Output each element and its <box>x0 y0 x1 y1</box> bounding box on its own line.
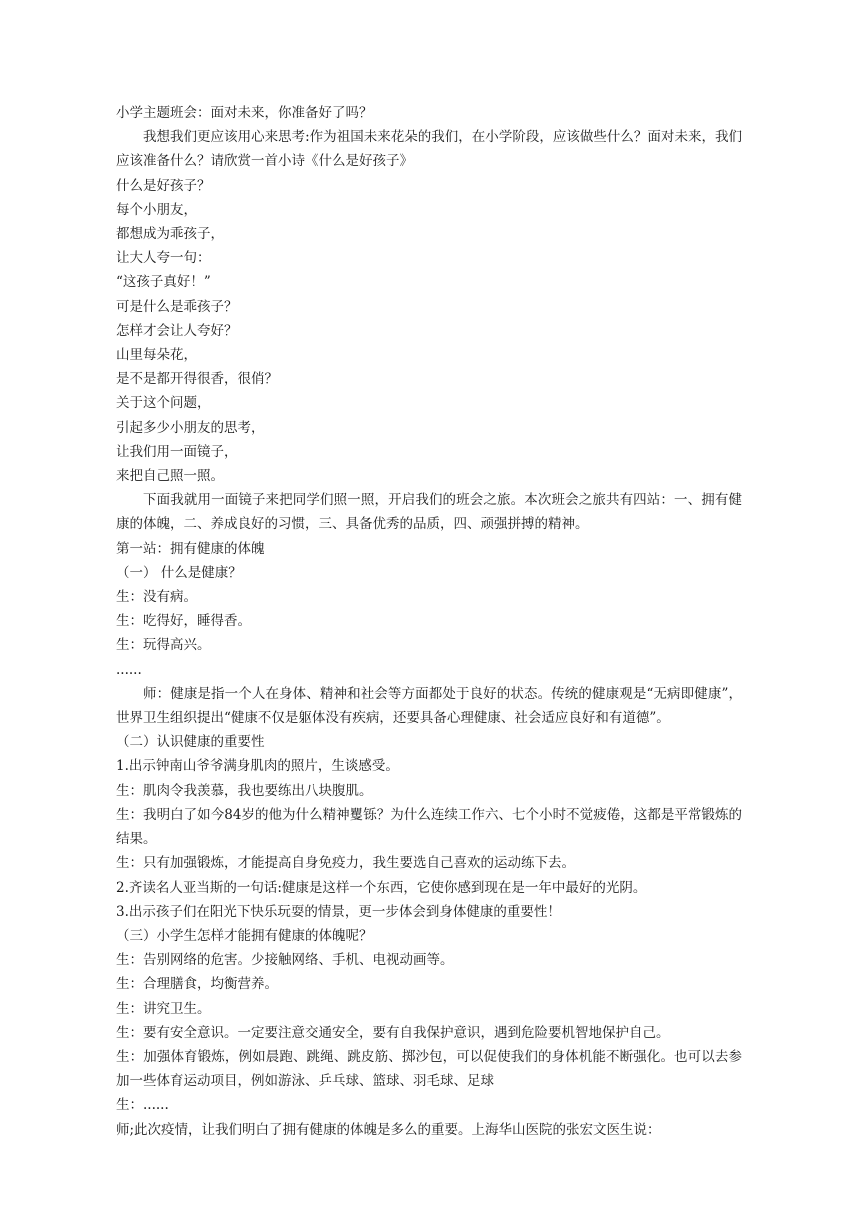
text-line: 山里每朵花， <box>116 347 197 364</box>
text-line: 第一站：拥有健康的体魄 <box>116 540 265 557</box>
text-line: 3.出示孩子们在阳光下快乐玩耍的情景，更一步体会到身体健康的重要性！ <box>116 903 561 920</box>
text-line: 师;此次疫情，让我们明白了拥有健康的体魄是多么的重要。上海华山医院的张宏文医生说： <box>116 1121 661 1138</box>
text-line: 2.齐读名人亚当斯的一句话:健康是这样一个东西，它使你感到现在是一年中最好的光阴。 <box>116 879 647 896</box>
text-line: 每个小朋友， <box>116 201 197 218</box>
document-body <box>116 101 742 1142</box>
text-line: 生：我明白了如今84岁的他为什么精神矍铄？为什么连续工作六、七个小时不觉疲倦，这都是平常锻炼的结果。 <box>116 806 742 848</box>
text-line: 来把自己照一照。 <box>116 468 224 485</box>
text-line: 生：要有安全意识。一定要注意交通安全，要有自我保护意识，遇到危险要机智地保护自己。 <box>116 1024 670 1041</box>
text-line: 关于这个问题， <box>116 395 211 412</box>
text-line: 下面我就用一面镜子来把同学们照一照，开启我们的班会之旅。本次班会之旅共有四站：一、拥有健康的体魄，二、养成良好的习惯，三、具备优秀的品质，四、顽强拼搏的精神。 <box>116 492 742 533</box>
text-line: 生：加强体育锻炼，例如晨跑、跳绳、跳皮筋、掷沙包，可以促使我们的身体机能不断强化。也可以去参加一些体育运动项目，例如游泳、乒乓球、篮球、羽毛球、足球 <box>116 1048 742 1090</box>
text-line: 生：只有加强锻炼，才能提高自身免疫力，我生要选自己喜欢的运动练下去。 <box>116 855 575 872</box>
text-line: 1.出示钟南山爷爷满身肌肉的照片，生谈感受。 <box>116 758 399 775</box>
text-line: 是不是都开得很香，很俏？ <box>116 371 278 388</box>
text-line: “这孩子真好！” <box>116 274 211 291</box>
text-line: 生：告别网络的危害。少接触网络、手机、电视动画等。 <box>116 952 454 969</box>
text-line: 怎样才会让人夸好？ <box>116 322 238 339</box>
text-line: 什么是好孩子？ <box>116 177 211 194</box>
text-line: （一） 什么是健康？ <box>116 564 242 581</box>
text-line: 都想成为乖孩子， <box>116 226 224 243</box>
text-line: 引起多少小朋友的思考， <box>116 419 265 436</box>
text-line: 可是什么是乖孩子？ <box>116 298 238 315</box>
text-line: 生：讲究卫生。 <box>116 1000 211 1017</box>
text-line: 生：合理膳食，均衡营养。 <box>116 976 278 993</box>
text-line: 师：健康是指一个人在身体、精神和社会等方面都处于良好的状态。传统的健康观是“无病即健康”，世界卫生组织提出“健康不仅是躯体没有疾病，还要具备心理健康、社会适应良好和有道德”。 <box>116 685 742 727</box>
text-line: 生：没有病。 <box>116 589 197 606</box>
text-line: 我想我们更应该用心来思考:作为祖国未来花朵的我们，在小学阶段，应该做些什么？面对未来，我们应该准备什么？请欣赏一首小诗《什么是好孩子》 <box>116 129 742 170</box>
text-line: 生：...... <box>116 1097 169 1114</box>
text-line: 小学主题班会：面对未来，你准备好了吗？ <box>116 105 373 121</box>
text-line: 让大人夸一句： <box>116 250 211 267</box>
text-line: （二）认识健康的重要性 <box>116 734 265 751</box>
text-line: 生：玩得高兴。 <box>116 637 211 654</box>
text-line: ...... <box>116 661 142 678</box>
text-line: （三）小学生怎样才能拥有健康的体魄呢？ <box>116 927 373 944</box>
text-line: 生：吃得好，睡得香。 <box>116 613 251 630</box>
text-line: 让我们用一面镜子， <box>116 443 238 460</box>
text-line: 生：肌肉令我羡慕，我也要练出八块腹肌。 <box>116 782 373 799</box>
